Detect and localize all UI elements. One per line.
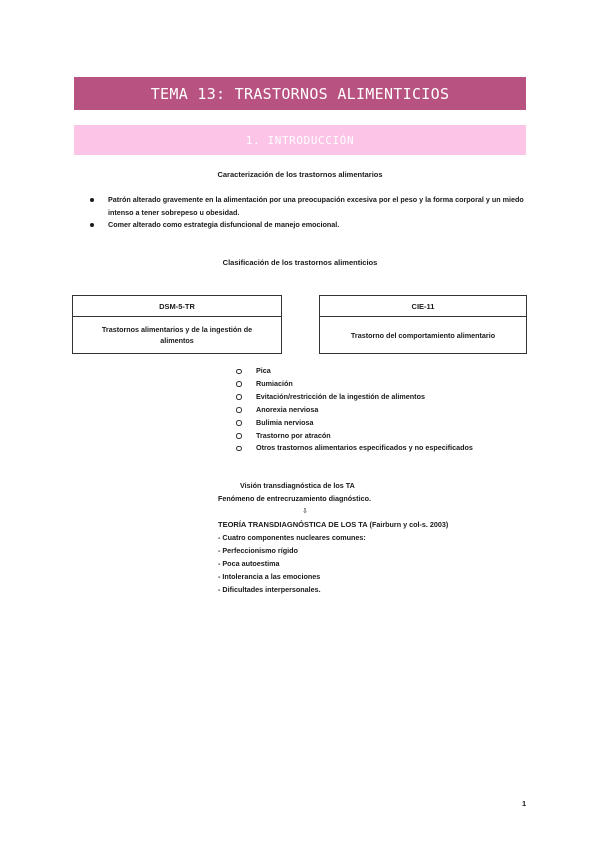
dsm-box	[72, 295, 282, 354]
list-item: Bulimia nerviosa	[236, 417, 473, 430]
circle-bullet-icon	[236, 433, 242, 439]
circle-bullet-icon	[236, 369, 242, 375]
section-banner	[74, 125, 526, 155]
dsm-title: DSM-5-TR	[73, 296, 281, 317]
list-item: Evitación/restricción de la ingestión de alimentos	[236, 391, 473, 404]
cie-box	[319, 295, 527, 354]
list-item: Patrón alterado gravemente en la alimentación por una preocupación excesiva por el peso y la forma corporal y un miedo intenso a tener sobrepeso u obesidad.	[90, 194, 530, 219]
page-number: 1	[522, 799, 527, 808]
transdiagnostica-heading: Visión transdiagnóstica de los TA	[240, 481, 355, 490]
cie-title: CIE-11	[320, 296, 526, 317]
theory-citation: (Fairburn y col-s. 2003)	[369, 520, 449, 529]
circle-bullet-icon	[236, 381, 242, 387]
transdiagnostica-block	[218, 479, 448, 596]
page-title: TEMA 13: TRASTORNOS ALIMENTICIOS	[150, 84, 450, 103]
section-title: 1. INTRODUCCIÓN	[245, 133, 355, 147]
dsm-description: Trastornos alimentarios y de la ingestión de alimentos	[101, 325, 253, 345]
theory-line: - Dificultades interpersonales.	[218, 585, 321, 594]
title-banner	[74, 77, 526, 110]
theory-title: TEORÍA TRANSDIAGNÓSTICA DE LOS TA	[218, 520, 368, 529]
circle-bullet-icon	[236, 446, 242, 452]
bullet-icon	[90, 198, 94, 202]
list-item: Anorexia nerviosa	[236, 404, 473, 417]
cie-description: Trastorno del comportamiento alimentario	[350, 330, 496, 340]
bullet-icon	[90, 223, 94, 227]
list-item: Otros trastornos alimentarios especificados y no especificados	[236, 442, 473, 455]
list-item: Rumiación	[236, 378, 473, 391]
caracterizacion-heading: Caracterización de los trastornos alimentarios	[217, 170, 383, 179]
theory-line: - Intolerancia a las emociones	[218, 572, 321, 581]
list-item: Comer alterado como estrategia disfuncional de manejo emocional.	[90, 219, 530, 232]
list-item: Pica	[236, 365, 473, 378]
theory-line: - Cuatro componentes nucleares comunes:	[218, 533, 366, 542]
circle-bullet-icon	[236, 407, 242, 413]
down-arrow-icon: ⇩	[302, 508, 308, 515]
caracterizacion-list	[90, 194, 530, 232]
circle-bullet-icon	[236, 394, 242, 400]
circle-bullet-icon	[236, 420, 242, 426]
theory-line: - Poca autoestima	[218, 559, 280, 568]
clasificacion-heading: Clasificación de los trastornos alimenticios	[222, 258, 378, 267]
clasificacion-list	[236, 365, 473, 455]
theory-title-line	[218, 518, 448, 531]
list-item: Trastorno por atracón	[236, 430, 473, 443]
theory-line: - Perfeccionismo rígido	[218, 546, 298, 555]
transdiagnostica-subheading: Fenómeno de entrecruzamiento diagnóstico.	[218, 494, 371, 503]
